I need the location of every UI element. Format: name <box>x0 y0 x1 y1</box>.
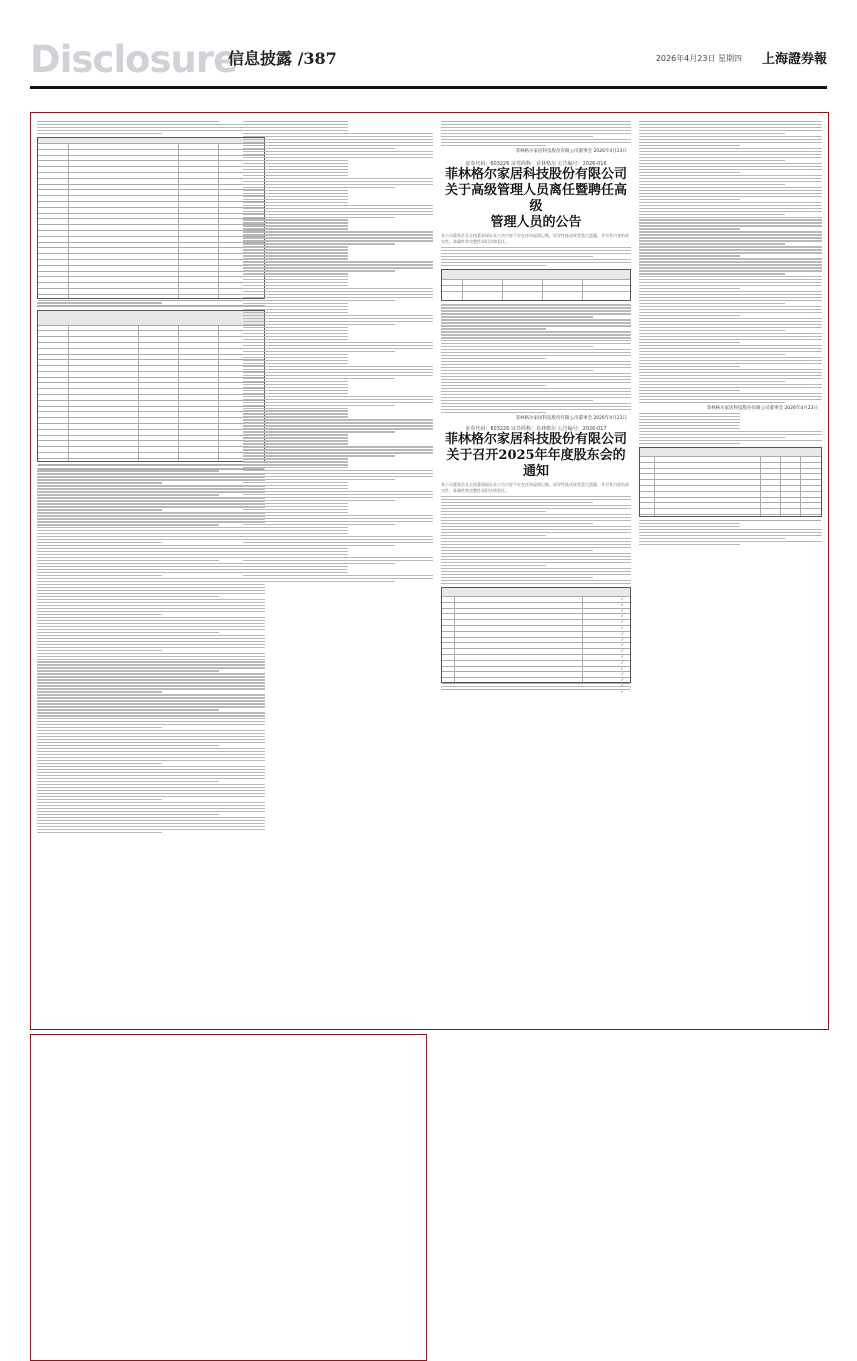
signature-line: 菲林格尔家居科技股份有限公司董事会 2026年4月23日 <box>515 149 627 155</box>
column-3: 菲林格尔家居科技股份有限公司董事会 2026年4月23日 证券代码：603226 证券简称：菲林格尔 公告编号：2026-016 菲林格尔家居科技股份有限公司 关于高级管理人员离任暨聘任高级 管理人员的公告 本公司董事会及全体董事保证本公告内容不存在任何虚假记载、误导性陈述或者重大遗漏，并对其内容的真实性、准确性和完整性承担法律责任。 菲林格尔家居科技股份有限公司董事会 2026年4月23日 证券代码：603226 证券简称：菲林格尔 公告编号：2026-017 菲林格尔家居科技股份有限公司 关于召开2025年年度股东会的通知 本公司董事会及全体董事保证本公告内容不存在任何虚假记载、误导性陈述或者重大遗漏，并对其内容的真实性、准确性和完整性承担法律责任。 ✓ ✓ ✓ ✓ ✓ ✓ ✓ ✓ ✓ ✓ ✓ ✓ ✓ ✓ ✓ ✓ ✓ <box>441 119 631 1023</box>
newspaper-name: 上海證券報 <box>761 52 827 67</box>
issue-date: 2026年4月23日 星期四 <box>655 54 742 63</box>
data-table-1 <box>37 137 265 299</box>
fenlin-agm-title: 证券代码：603226 证券简称：菲林格尔 公告编号：2026-017 菲林格尔家居科技股份有限公司 关于召开2025年年度股东会的通知 本公司董事会及全体董事保证本公告内容不存在任何虚假记载、误导性陈述或者重大遗漏，并对其内容的真实性、准确性和完整性承担法律责任。 <box>441 426 629 494</box>
column-1 <box>37 119 265 1023</box>
data-table-2 <box>37 310 265 462</box>
masthead-rule <box>30 86 827 89</box>
column-2 <box>243 119 433 1023</box>
top-notice-panel <box>30 112 829 1030</box>
proxy-table <box>639 447 822 517</box>
fenlin-exec-title: 证券代码：603226 证券简称：菲林格尔 公告编号：2026-016 菲林格尔家居科技股份有限公司 关于高级管理人员离任暨聘任高级 管理人员的公告 本公司董事会及全体董事保证本公告内容不存在任何虚假记载、误导性陈述或者重大遗漏，并对其内容的真实性、准确性和完整性承担法律责任。 <box>441 161 629 245</box>
fenlin-exec-table <box>441 269 631 301</box>
fenlin-agm-table: ✓ ✓ ✓ ✓ ✓ ✓ ✓ ✓ ✓ ✓ ✓ ✓ ✓ ✓ ✓ ✓ ✓ <box>441 587 631 683</box>
brand-logo: Disclosure <box>30 38 238 81</box>
masthead <box>30 36 827 86</box>
haima-panel <box>30 1034 427 1361</box>
column-4: 菲林格尔家居科技股份有限公司董事会 2026年4月23日 <box>639 119 822 1023</box>
section-title: 信息披露 /387 <box>228 49 337 68</box>
